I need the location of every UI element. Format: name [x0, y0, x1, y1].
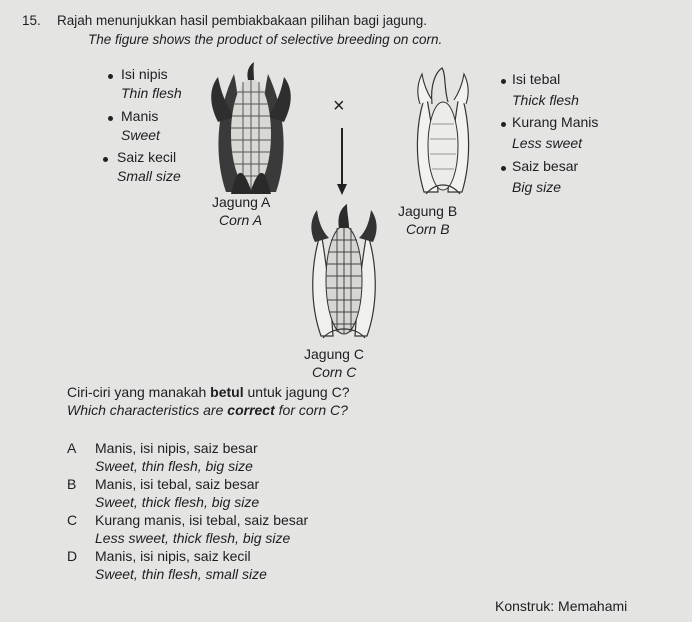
- option-b-letter: B: [67, 476, 77, 492]
- corn-a-name-ms: Jagung A: [212, 194, 271, 210]
- prompt-malay: [67, 384, 349, 400]
- option-a-english: Sweet, thin flesh, big size: [95, 458, 253, 474]
- corn-b-trait-3-en: Big size: [512, 179, 562, 195]
- corn-a-trait-1-en: Thin flesh: [121, 85, 182, 101]
- option-b-english: Sweet, thick flesh, big size: [95, 494, 260, 510]
- construct-label: Konstruk: Memahami: [495, 598, 628, 614]
- question-stem-malay: Rajah menunjukkan hasil pembiakbakaan pilihan bagi jagung.: [57, 13, 428, 28]
- corn-a-trait-2-en: Sweet: [121, 127, 160, 143]
- bullet-icon: [501, 166, 506, 171]
- question-number: 15.: [22, 13, 41, 28]
- prompt-malay-after: untuk jagung C?: [243, 384, 350, 400]
- corn-b-illustration: [412, 64, 474, 196]
- prompt-malay-bold: betul: [210, 384, 244, 400]
- bullet-icon: [108, 74, 113, 79]
- option-d-english: Sweet, thin flesh, small size: [95, 566, 267, 582]
- corn-c-name-ms: Jagung C: [304, 346, 364, 362]
- option-c-letter: C: [67, 512, 78, 528]
- corn-a-trait-3-en: Small size: [117, 168, 181, 184]
- bullet-icon: [103, 157, 108, 162]
- bullet-icon: [501, 79, 506, 84]
- corn-b-trait-1-ms: Isi tebal: [512, 71, 561, 87]
- option-a-malay: Manis, isi nipis, saiz besar: [95, 440, 258, 456]
- cross-symbol: ×: [333, 95, 345, 117]
- corn-b-trait-3-ms: Saiz besar: [512, 158, 579, 174]
- corn-a-name-en: Corn A: [219, 212, 263, 228]
- option-c-english: Less sweet, thick flesh, big size: [95, 530, 291, 546]
- option-d-letter: D: [67, 548, 78, 564]
- bullet-icon: [108, 116, 113, 121]
- corn-a-trait-1-ms: Isi nipis: [121, 66, 168, 82]
- corn-a-trait-3-ms: Saiz kecil: [117, 149, 177, 165]
- corn-b-name-en: Corn B: [406, 221, 450, 237]
- prompt-english-before: Which characteristics are: [67, 402, 228, 418]
- option-a-letter: A: [67, 440, 77, 456]
- corn-b-trait-1-en: Thick flesh: [512, 92, 579, 108]
- corn-c-illustration: [303, 202, 385, 340]
- bullet-icon: [501, 122, 506, 127]
- option-b-malay: Manis, isi tebal, saiz besar: [95, 476, 260, 492]
- prompt-english-after: for corn C?: [274, 402, 348, 418]
- down-arrow-icon: [336, 128, 348, 196]
- question-stem-english: The figure shows the product of selective breeding on corn.: [88, 32, 443, 47]
- prompt-english: [67, 402, 348, 418]
- option-c-malay: Kurang manis, isi tebal, saiz besar: [95, 512, 309, 528]
- prompt-english-bold: correct: [227, 402, 275, 418]
- corn-b-trait-2-en: Less sweet: [512, 135, 583, 151]
- corn-c-name-en: Corn C: [312, 364, 357, 380]
- prompt-malay-before: Ciri-ciri yang manakah: [67, 384, 211, 400]
- corn-b-name-ms: Jagung B: [398, 203, 458, 219]
- corn-b-trait-2-ms: Kurang Manis: [512, 114, 599, 130]
- corn-a-illustration: [206, 62, 296, 197]
- option-d-malay: Manis, isi nipis, saiz kecil: [95, 548, 251, 564]
- corn-a-trait-2-ms: Manis: [121, 108, 159, 124]
